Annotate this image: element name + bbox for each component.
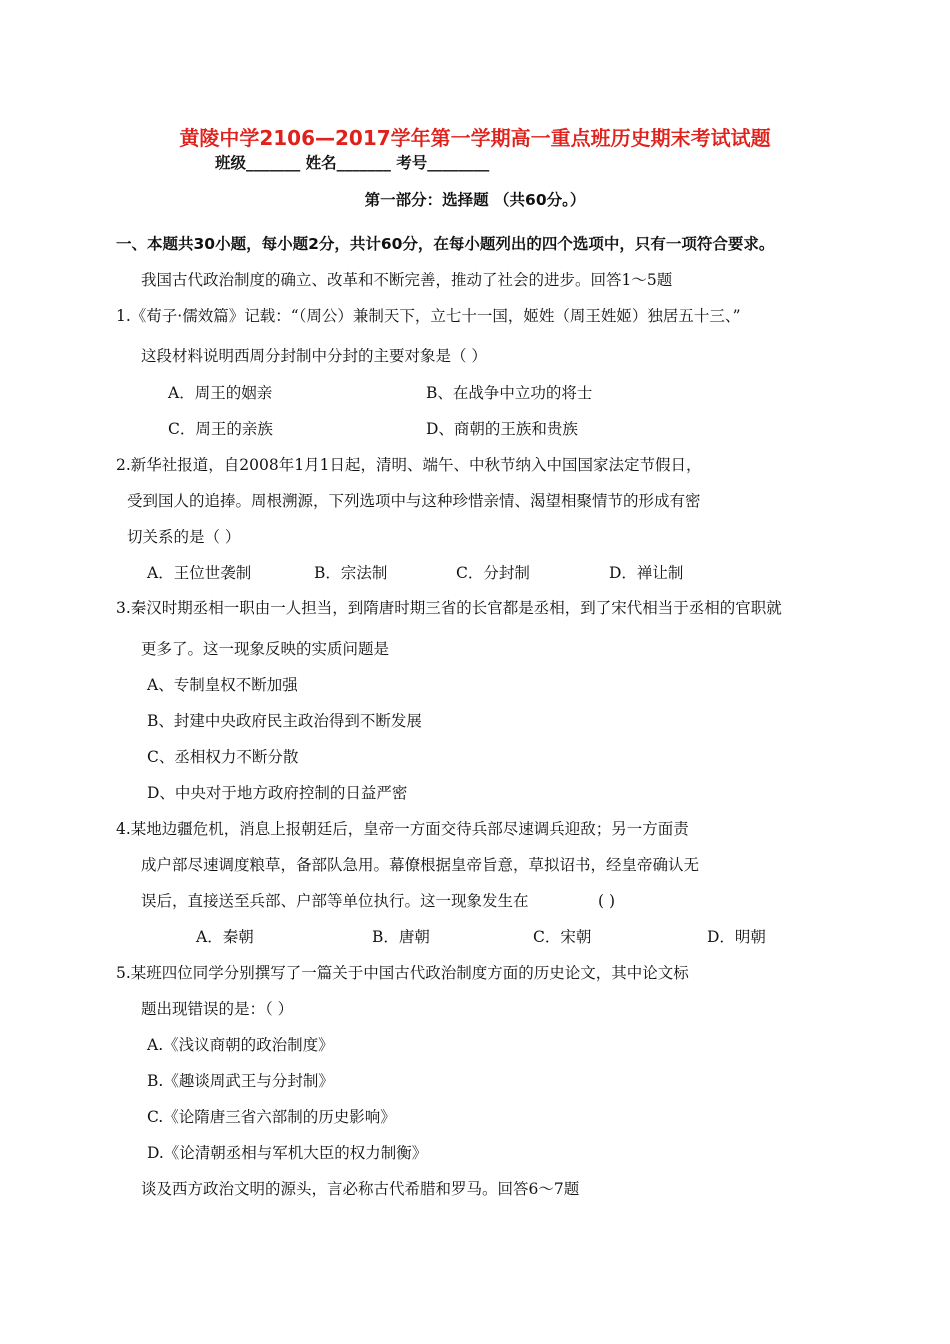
question-1-stem-cont: 这段材料说明西周分封制中分封的主要对象是（ ） <box>141 347 487 365</box>
part-heading: 第一部分：选择题 （共60分。） <box>364 191 586 209</box>
question-3-option-b: B、封建中央政府民主政治得到不断发展 <box>147 712 422 730</box>
question-4-option-c: C．宋朝 <box>533 928 592 946</box>
question-5-option-b: B.《趣谈周武王与分封制》 <box>147 1072 334 1090</box>
question-2-stem-cont2: 切关系的是（ ） <box>127 528 241 546</box>
question-3-stem: 3.秦汉时期丞相一职由一人担当，到隋唐时期三省的长官都是丞相，到了宋代相当于丞相的官职就 <box>116 599 782 617</box>
question-4-stem-cont2: 误后，直接送至兵部、户部等单位执行。这一现象发生在 <box>141 892 529 910</box>
question-5-stem: 5.某班四位同学分别撰写了一篇关于中国古代政治制度方面的历史论文，其中论文标 <box>116 964 689 982</box>
section-instruction: 一、本题共30小题，每小题2分，共计60分，在每小题列出的四个选项中，只有一项符合要求。 <box>116 235 775 253</box>
student-info-line: 班级_______ 姓名_______ 考号________ <box>215 154 490 172</box>
question-2-stem-cont: 受到国人的追捧。周根溯源，下列选项中与这种珍惜亲情、渴望相聚情节的形成有密 <box>127 492 701 510</box>
question-3-option-c: C、丞相权力不断分散 <box>147 748 299 766</box>
question-1-stem: 1.《荀子·儒效篇》记载：“（周公）兼制天下，立七十一国，姬姓（周王姓姬）独居五十三、” <box>116 307 741 325</box>
passage-intro: 我国古代政治制度的确立、改革和不断完善，推动了社会的进步。回答1～5题 <box>141 271 673 289</box>
question-5-stem-cont: 题出现错误的是：（ ） <box>141 1000 294 1018</box>
question-5-option-d: D.《论清朝丞相与军机大臣的权力制衡》 <box>147 1144 428 1162</box>
question-2-option-b: B．宗法制 <box>314 564 388 582</box>
exam-title: 黄陵中学2106—2017学年第一学期高一重点班历史期末考试试题 <box>179 126 771 150</box>
question-4-stem: 4.某地边疆危机，消息上报朝廷后，皇帝一方面交待兵部尽速调兵迎敌；另一方面责 <box>116 820 689 838</box>
question-4-stem-cont: 成户部尽速调度粮草，备部队急用。幕僚根据皇帝旨意，草拟诏书，经皇帝确认无 <box>141 856 700 874</box>
question-2-stem: 2.新华社报道，自2008年1月1日起，清明、端午、中秋节纳入中国国家法定节假日， <box>116 456 702 474</box>
question-4-answer-parens: ( ) <box>598 892 616 910</box>
question-2-option-a: A．王位世袭制 <box>147 564 252 582</box>
question-1-option-b: B、在战争中立功的将士 <box>426 384 593 402</box>
question-5-option-c: C.《论隋唐三省六部制的历史影响》 <box>147 1108 396 1126</box>
question-2-option-c: C．分封制 <box>456 564 530 582</box>
question-3-option-d: D、中央对于地方政府控制的日益严密 <box>147 784 408 802</box>
question-1-option-c: C．周王的亲族 <box>168 420 273 438</box>
question-1-option-a: A．周王的姻亲 <box>168 384 273 402</box>
question-2-option-d: D．禅让制 <box>609 564 684 582</box>
question-4-option-a: A．秦朝 <box>196 928 254 946</box>
passage-intro-6-7: 谈及西方政治文明的源头，言必称古代希腊和罗马。回答6～7题 <box>141 1180 580 1198</box>
question-4-option-d: D．明朝 <box>707 928 766 946</box>
question-5-option-a: A.《浅议商朝的政治制度》 <box>147 1036 334 1054</box>
question-3-stem-cont: 更多了。这一现象反映的实质问题是 <box>141 640 390 658</box>
question-1-option-d: D、商朝的王族和贵族 <box>426 420 578 438</box>
question-4-option-b: B．唐朝 <box>372 928 430 946</box>
question-3-option-a: A、专制皇权不断加强 <box>147 676 298 694</box>
